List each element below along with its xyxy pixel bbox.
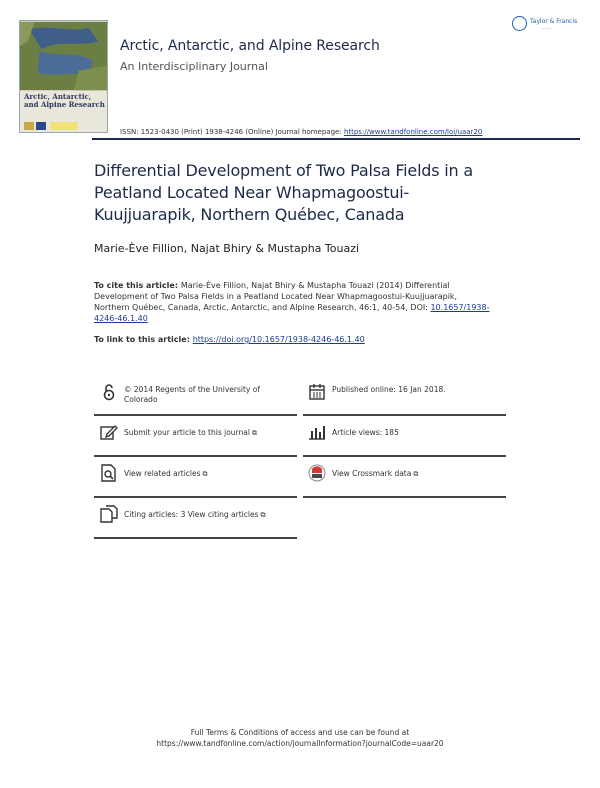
citation-text: Marie-Ève Fillion, Najat Bhiry & Mustapha Touazi (2014) Differential Development of Two Palsa Fields in a Peatland Located Near Whapmagoostui-Kuujjuarapik, Northern Québec, Canada, Arctic, Antarctic, and Alpine Research, 46:1, 40-54, DOI:: [94, 281, 458, 312]
cover-logos: [24, 121, 104, 131]
publisher-logo-text: Taylor & Francis: [530, 18, 578, 25]
copyright-text: © 2014 Regents of the University of Colorado: [124, 385, 260, 404]
edit-icon: [100, 423, 118, 441]
publisher-logo-icon: [512, 16, 527, 31]
article-authors: Marie-Ève Fillion, Najat Bhiry & Mustapha Touazi: [94, 242, 360, 255]
citing-articles-link[interactable]: Citing articles: 3 View citing articles ⧉: [124, 510, 266, 519]
issn-line: [120, 128, 482, 136]
article-doi-link[interactable]: https://doi.org/10.1657/1938-4246-46.1.40: [192, 335, 365, 344]
cover-title: Arctic, Antarctic, and Alpine Research: [24, 92, 105, 109]
citation-doi-link[interactable]: 10.1657/1938-4246-46.1.40: [94, 303, 490, 323]
calendar-icon: [308, 383, 326, 401]
external-link-icon: ⧉: [413, 470, 419, 478]
external-link-icon: ⧉: [202, 470, 208, 478]
meta-divider: [94, 414, 297, 416]
related-articles-link[interactable]: View related articles ⧉: [124, 469, 208, 478]
copy-documents-icon: [100, 505, 118, 523]
publisher-logo: [512, 16, 582, 36]
meta-divider: [303, 455, 506, 457]
cover-map-image: [20, 21, 107, 91]
submit-article-link[interactable]: Submit your article to this journal ⧉: [124, 428, 257, 437]
article-link-line: [94, 335, 365, 344]
article-views-text: Article views: 185: [332, 428, 399, 437]
meta-divider: [94, 455, 297, 457]
meta-divider: [303, 414, 506, 416]
article-link-label: To link to this article:: [94, 335, 193, 344]
external-link-icon: ⧉: [251, 429, 257, 437]
issn-text: ISSN: 1523-0430 (Print) 1938-4246 (Online) Journal homepage:: [120, 128, 344, 136]
meta-divider: [94, 496, 297, 498]
terms-url-link[interactable]: https://www.tandfonline.com/action/journalInformation?journalCode=uaar20: [156, 739, 444, 748]
external-link-icon: ⧉: [260, 511, 266, 519]
open-access-lock-icon: [100, 383, 118, 401]
document-search-icon: [100, 464, 118, 482]
meta-divider: [303, 496, 506, 498]
terms-line: Full Terms & Conditions of access and use can be found at: [190, 728, 410, 737]
crossmark-icon: [308, 464, 326, 482]
header-divider: [92, 138, 580, 140]
crossmark-link[interactable]: View Crossmark data ⧉: [332, 469, 419, 478]
journal-name: Arctic, Antarctic, and Alpine Research: [120, 38, 380, 54]
bar-chart-icon: [308, 423, 326, 441]
terms-footer: [0, 727, 600, 749]
meta-divider: [94, 537, 297, 539]
citation-label: To cite this article:: [94, 281, 181, 290]
published-date-text: Published online: 16 Jan 2018.: [332, 385, 446, 394]
journal-subtitle: An Interdisciplinary Journal: [120, 60, 268, 73]
journal-cover: [19, 20, 108, 133]
journal-homepage-link[interactable]: https://www.tandfonline.com/loi/uaar20: [343, 128, 483, 136]
publisher-logo-tagline: ———: [542, 26, 551, 30]
article-title: Differential Development of Two Palsa Fields in a Peatland Located Near Whapmagoostui-Kuujjuarapik, Northern Québec, Canada: [94, 161, 473, 224]
citation-block: [94, 280, 494, 324]
